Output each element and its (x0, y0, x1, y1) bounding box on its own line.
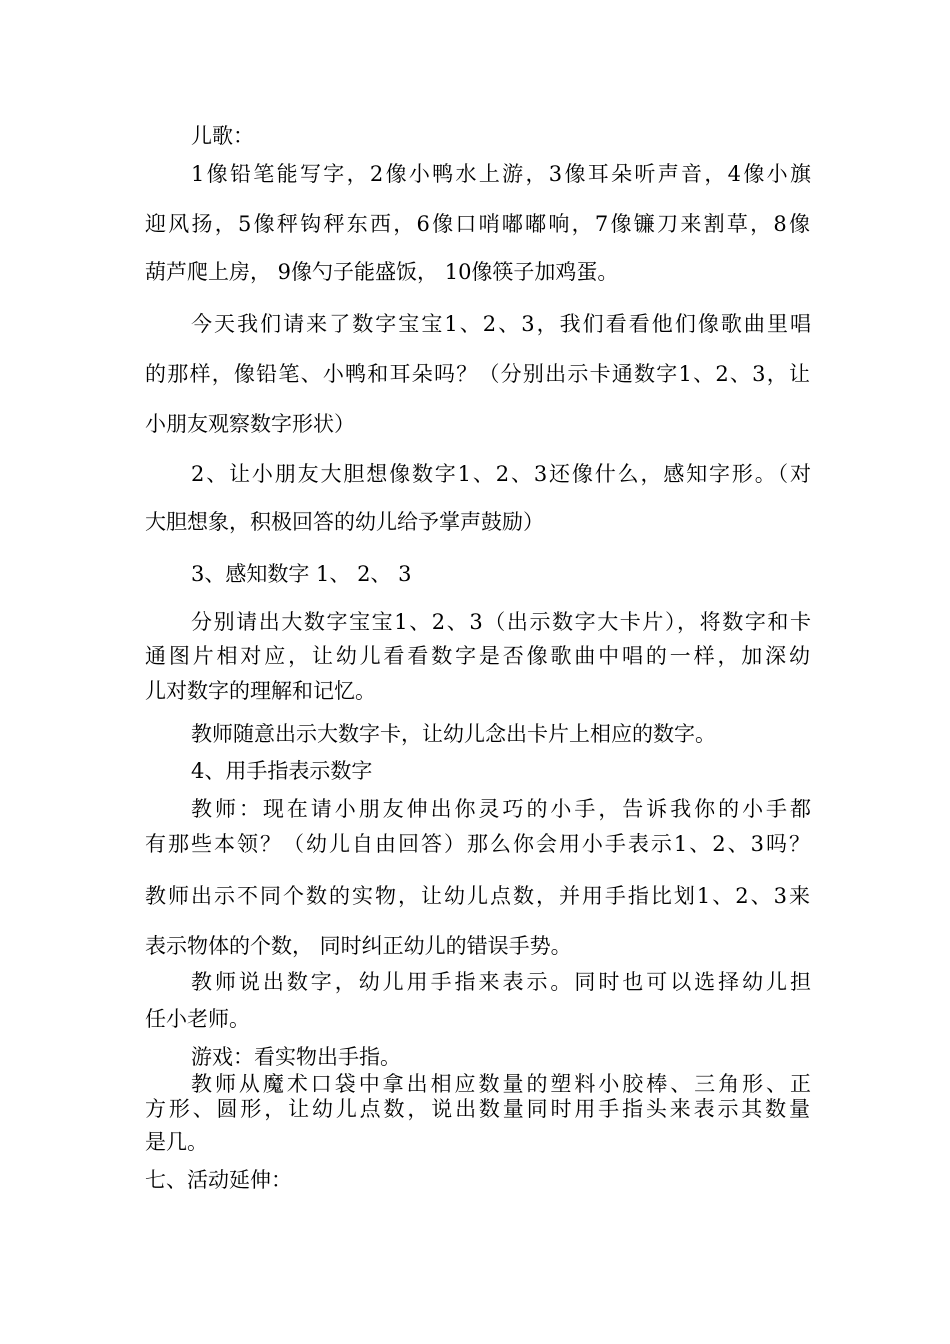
text-line: 3、感知数字 1、 2、 3 (191, 562, 412, 586)
text-line: 教师从魔术口袋中拿出相应数量的塑料小胶棒、三角形、正 (191, 1072, 811, 1096)
text-line: 儿歌： (191, 124, 254, 148)
text-line: 教师：现在请小朋友伸出你灵巧的小手，告诉我你的小手都 (191, 797, 811, 821)
text-line: 大胆想象，积极回答的幼儿给予掌声鼓励） (145, 510, 544, 534)
section-heading: 七、活动延伸： (145, 1168, 292, 1192)
text-line: 任小老师。 (145, 1007, 250, 1031)
text-line: 葫芦爬上房， 9像勺子能盛饭， 10像筷子加鸡蛋。 (145, 260, 619, 284)
text-line: 教师随意出示大数字卡，让幼儿念出卡片上相应的数字。 (191, 722, 716, 746)
text-line: 分别请出大数字宝宝1、2、3（出示数字大卡片），将数字和卡 (191, 610, 811, 634)
text-line: 的那样，像铅笔、小鸭和耳朵吗？（分别出示卡通数字1、2、3，让 (145, 362, 810, 386)
text-line: 1像铅笔能写字，2像小鸭水上游，3像耳朵听声音，4像小旗 (191, 162, 811, 186)
text-line: 是几。 (145, 1130, 208, 1154)
text-line: 4、用手指表示数字 (191, 759, 373, 783)
text-line: 今天我们请来了数字宝宝1、2、3，我们看看他们像歌曲里唱 (191, 312, 811, 336)
text-line: 儿对数字的理解和记忆。 (145, 679, 376, 703)
text-line: 表示物体的个数， 同时纠正幼儿的错误手势。 (145, 934, 572, 958)
text-line: 教师说出数字，幼儿用手指来表示。同时也可以选择幼儿担 (191, 970, 811, 994)
text-line: 游戏：看实物出手指。 (191, 1045, 401, 1069)
text-line: 通图片相对应，让幼儿看看数字是否像歌曲中唱的一样，加深幼 (145, 644, 810, 668)
text-line: 小朋友观察数字形状） (145, 412, 355, 436)
text-line: 教师出示不同个数的实物，让幼儿点数，并用手指比划1、2、3来 (145, 884, 810, 908)
text-line: 迎风扬，5像秤钩秤东西，6像口哨嘟嘟响，7像镰刀来割草，8像 (145, 212, 810, 236)
text-line: 2、让小朋友大胆想像数字1、2、3还像什么，感知字形。（对 (191, 462, 811, 486)
text-line: 有那些本领？（幼儿自由回答）那么你会用小手表示1、2、3吗？ (145, 832, 810, 856)
text-line: 方形、圆形，让幼儿点数，说出数量同时用手指头来表示其数量 (145, 1097, 810, 1121)
